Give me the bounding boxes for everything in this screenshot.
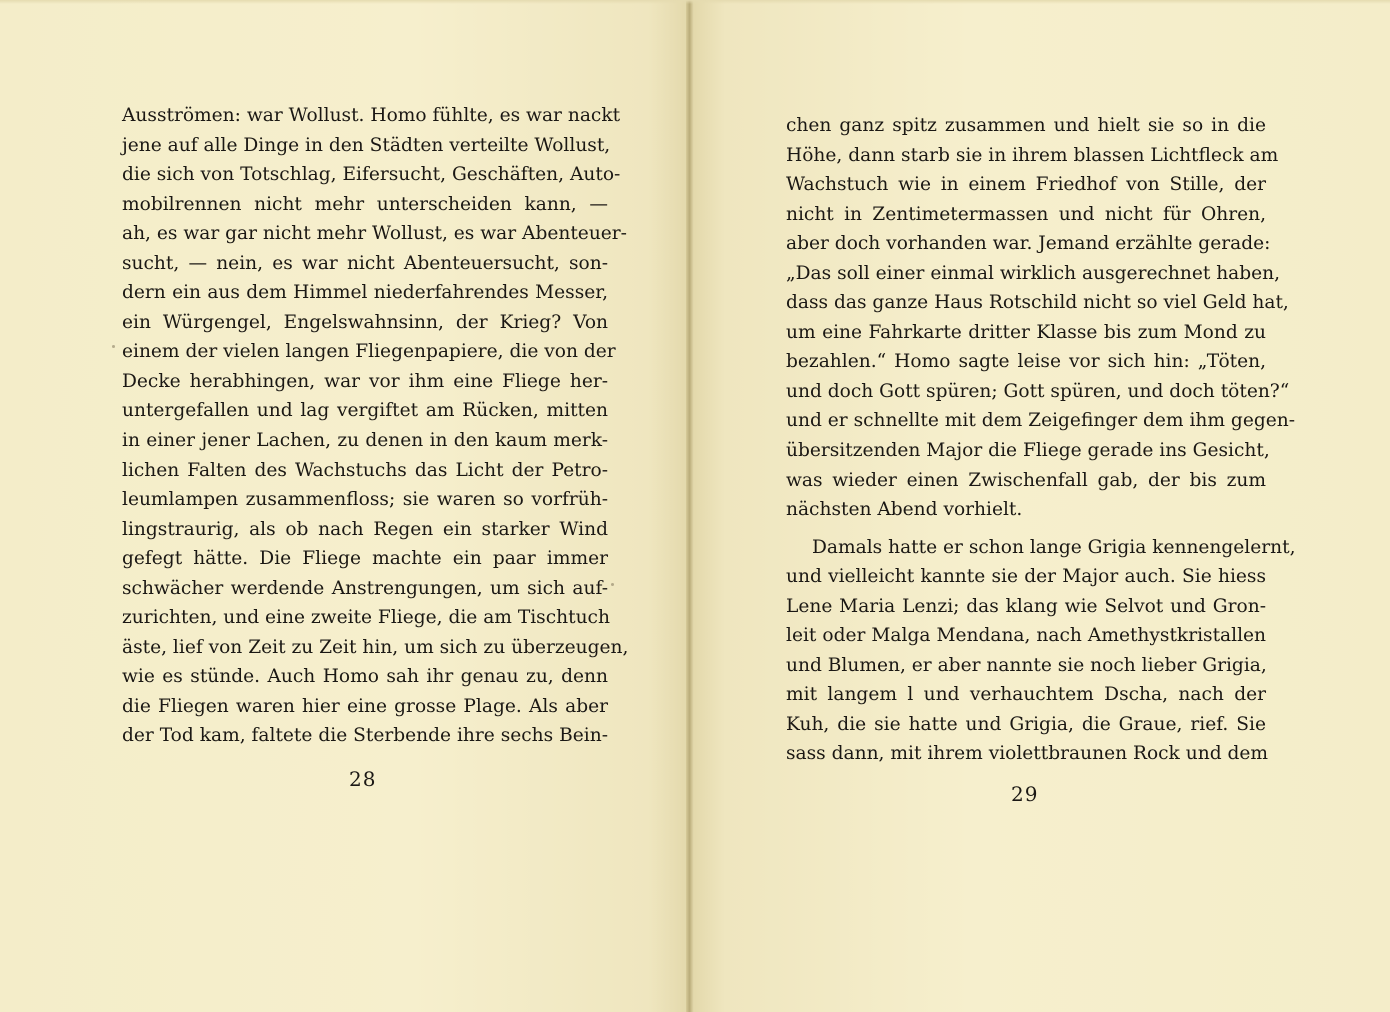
text-line: um eine Fahrkarte dritter Klasse bis zum Mond zu (786, 321, 1266, 343)
text-line: jene auf alle Dinge in den Städten verteilte Wollust, (122, 134, 611, 156)
text-line: ah, es war gar nicht mehr Wollust, es war Abenteuer- (122, 223, 627, 245)
text-line: leumlampen zusammenfloss; sie waren so vorfrüh- (122, 489, 608, 511)
text-line: bezahlen.“ Homo sagte leise vor sich hin: „Töten, (786, 351, 1266, 373)
text-line: sass dann, mit ihrem violettbraunen Rock und dem (786, 743, 1269, 765)
text-line: und Blumen, er aber nannte sie noch lieber Grigia, (786, 654, 1267, 676)
text-line: der Tod kam, faltete die Sterbende ihre sechs Bein- (122, 725, 608, 747)
text-line: zurichten, und eine zweite Fliege, die am Tischtuch (122, 607, 610, 629)
text-line: mit langem l und verhauchtem Dscha, nach der (786, 684, 1266, 706)
text-line: Damals hatte er schon lange Grigia kennengelernt, (812, 536, 1296, 558)
left-page-text (122, 101, 629, 751)
text-line: die Fliegen waren hier eine grosse Plage. Als aber (122, 695, 608, 717)
paragraph (786, 111, 1296, 525)
text-line: „Das soll einer einmal wirklich ausgerechnet haben, (786, 262, 1281, 284)
text-line: wie es stünde. Auch Homo sah ihr genau zu, denn (122, 666, 608, 688)
page-number-left: 28 (349, 767, 377, 791)
text-line: dern ein aus dem Himmel niederfahrendes Messer, (122, 282, 608, 304)
book-gutter (686, 0, 694, 1012)
text-line: in einer jener Lachen, zu denen in den kaum merk- (122, 430, 608, 452)
paper-speck (112, 345, 115, 348)
text-line: untergefallen und lag vergiftet am Rücken, mitten (122, 400, 608, 422)
text-line: nächsten Abend vorhielt. (786, 499, 1023, 521)
text-line: mobilrennen nicht mehr unterscheiden kann, — (122, 193, 608, 215)
text-line: lichen Falten des Wachstuchs das Licht der Petro- (122, 459, 608, 481)
text-line: und er schnellte mit dem Zeigefinger dem ihm gegen- (786, 410, 1296, 432)
text-line: aber doch vorhanden war. Jemand erzählte gerade: (786, 233, 1271, 255)
paragraph (786, 533, 1296, 769)
text-line: Ausströmen: war Wollust. Homo fühlte, es war nackt (122, 105, 621, 126)
text-line: ein Würgengel, Engelswahnsinn, der Krieg? Von (122, 311, 608, 333)
text-line: die sich von Totschlag, Eifersucht, Geschäften, Auto- (122, 164, 621, 186)
text-line: Decke herabhingen, war vor ihm eine Fliege her- (122, 370, 608, 392)
text-line: Höhe, dann starb sie in ihrem blassen Lichtfleck am (786, 144, 1279, 166)
text-line: nicht in Zentimetermassen und nicht für Ohren, (786, 203, 1266, 225)
right-page-text (786, 111, 1296, 769)
text-line: gefegt hätte. Die Fliege machte ein paar immer (122, 548, 608, 570)
text-line: lingstraurig, als ob nach Regen ein starker Wind (122, 518, 608, 540)
text-line: schwächer werdende Anstrengungen, um sich auf- (122, 577, 608, 599)
text-line: übersitzenden Major die Fliege gerade ins Gesicht, (786, 440, 1270, 462)
text-line: und doch Gott spüren; Gott spüren, und doch töten?“ (786, 380, 1290, 402)
paper-speck (611, 583, 614, 586)
text-line: Wachstuch wie in einem Friedhof von Stille, der (786, 174, 1266, 196)
text-line: Lene Maria Lenzi; das klang wie Selvot und Gron- (786, 595, 1266, 617)
paragraph-gap (786, 525, 1266, 533)
text-line: Kuh, die sie hatte und Grigia, die Graue, rief. Sie (786, 713, 1266, 735)
text-line: chen ganz spitz zusammen und hielt sie so in die (786, 115, 1266, 136)
text-line: dass das ganze Haus Rotschild nicht so viel Geld hat, (786, 292, 1289, 314)
text-line: und vielleicht kannte sie der Major auch. Sie hiess (786, 566, 1266, 588)
text-line: leit oder Malga Mendana, nach Amethystkristallen (786, 625, 1266, 647)
text-line: einem der vielen langen Fliegenpapiere, die von der (122, 341, 616, 363)
text-line: sucht, — nein, es war nicht Abenteuersucht, son- (122, 252, 608, 274)
page-top-edge (0, 0, 1390, 4)
text-line: was wieder einen Zwischenfall gab, der bis zum (786, 469, 1266, 491)
page-number-right: 29 (1011, 782, 1039, 806)
text-line: äste, lief von Zeit zu Zeit hin, um sich zu überzeugen, (122, 636, 629, 658)
